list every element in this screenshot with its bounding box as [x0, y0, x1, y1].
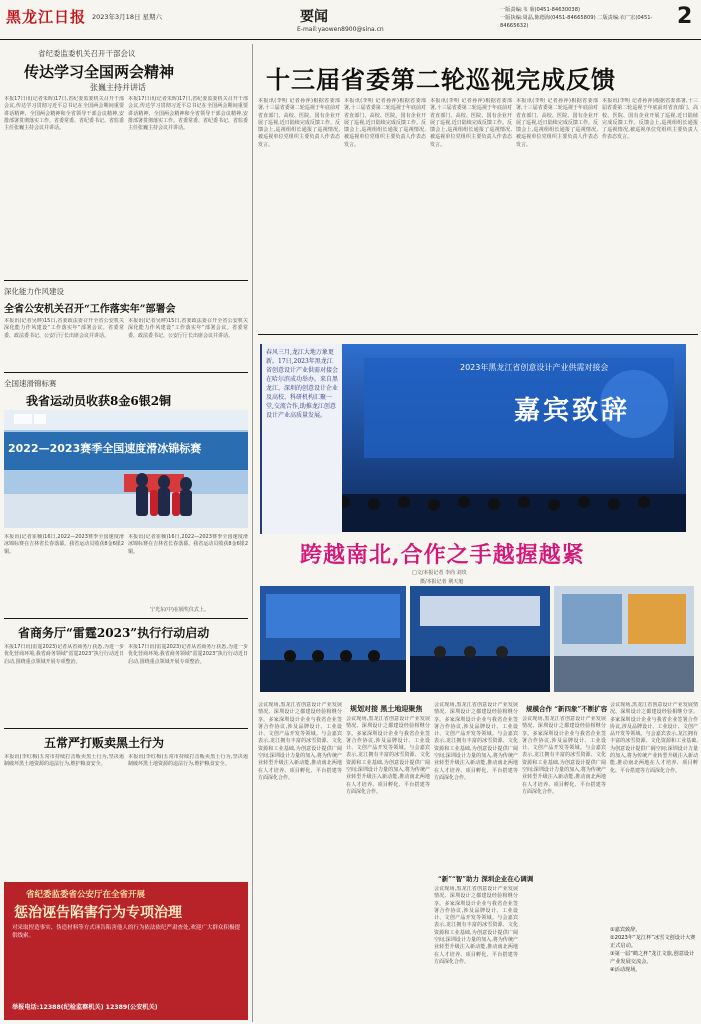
- feature-column: 会议现场,黑龙江省创意设计产业发展情况、深圳设计之都建设经验相继分享。多家深圳设计企业与我省企业签署合作协议,涉及品牌设计、工业设计、文创产品开发等领域。与会嘉宾表示,龙江拥有丰富的冰雪资源、文化资源和工业基础,为创意设计提供广阔空间;深圳设计力量的加入,将为传统产业转型升级注入新动能,推动南北两地在人才培养、项目孵化、平台搭建等方面深化合作。: [522, 716, 606, 795]
- booth-photo: [554, 586, 694, 692]
- feature-photographer: 摄/本报记者 荆天旭: [420, 579, 464, 585]
- notice-body: 对采取捏造事实、伪造材料等方式诬告陷害他人的行为依法依纪严肃查处,欢迎广大群众积极提供线索。: [12, 925, 240, 939]
- feature-column: 会议现场,黑龙江省创意设计产业发展情况、深圳设计之都建设经验相继分享。多家深圳设计企业与我省企业签署合作协议,涉及品牌设计、工业设计、文创产品开发等领域。与会嘉宾表示,龙江拥有丰富的冰雪资源、文化资源和工业基础,为创意设计提供广阔空间;深圳设计力量的加入,将为传统产业转型升级注入新动能,推动南北两地在人才培养、项目孵化、平台搭建等方面深化合作。: [434, 886, 518, 965]
- article-body: 本报讯(李明 记者孙萍)根据省委部署,十三届省委第二轮巡视于年底前对省直部门、高校、医院、国有企业开展了巡视,近日陆续完成反馈工作。反馈会上,巡视组组长通报了巡视情况,被巡视单位党组织主要负责人作表态发言。: [344, 98, 426, 148]
- feature-byline: □文/本报记者 李尚 刘玖: [412, 570, 467, 576]
- issue-date: 2023年3月18日 星期六: [92, 13, 163, 21]
- column-divider: [252, 44, 253, 1022]
- section-rule: [4, 618, 248, 619]
- photo-note: ③第一届“鹤之杯”龙江文旅,创意设计产业发展交流会。: [610, 951, 695, 965]
- section-email: E-mail:yaowen8900@sina.cn: [297, 26, 384, 33]
- event-photo-image: [260, 586, 406, 692]
- booth-photo-image: [554, 586, 694, 692]
- article-byline: 张巍主持并讲话: [90, 83, 146, 92]
- article-headline: 省商务厅“雷霆2023”执行行动启动: [18, 626, 210, 640]
- notice-org: 省纪委监委省公安厅在全省开展: [26, 890, 146, 900]
- article-body: 本报讯(李明 记者孙萍)根据省委部署,十三届省委第二轮巡视于年底前对省直部门、高校、医院、国有企业开展了巡视,近日陆续完成反馈工作。反馈会上,巡视组组长通报了巡视情况,被巡视单位党组织主要负责人作表态发言。: [516, 98, 598, 148]
- conference-photo: [304, 344, 686, 532]
- article-kicker: 省纪委监委机关召开干部会议: [38, 49, 136, 58]
- feature-column: 会议现场,黑龙江省创意设计产业发展情况、深圳设计之都建设经验相继分享。多家深圳设计企业与我省企业签署合作协议,涉及品牌设计、工业设计、文创产品开发等领域。与会嘉宾表示,龙江拥有丰富的冰雪资源、文化资源和工业基础,为创意设计提供广阔空间;深圳设计力量的加入,将为传统产业转型升级注入新动能,推动南北两地在人才培养、项目孵化、平台搭建等方面深化合作。: [434, 702, 518, 781]
- section-rule: [258, 334, 698, 335]
- photo-note: ②2023年“龙江杯”冰雪文创设计大赛正式启动。: [610, 935, 696, 949]
- public-notice-ad: [4, 882, 248, 1020]
- photo-credit: 宁光东(中)在颁奖仪式上。: [150, 607, 209, 613]
- article-body: 本报17日讯(记者朱晖)17日,省纪委监委机关召开干部会议,传达学习贯彻习近平总书记在全国两会期间重要讲话精神、全国两会精神和全省领导干部会议精神,安排部署贯彻落实工作。省委常委、省纪委书记、省监委主任张巍主持会议并讲话。: [128, 96, 248, 132]
- article-kicker: 深化能力作风建设: [4, 287, 64, 296]
- page-number: 2: [677, 4, 693, 29]
- feature-column: 会议现场,黑龙江省创意设计产业发展情况、深圳设计之都建设经验相继分享。多家深圳设计企业与我省企业签署合作协议,涉及品牌设计、工业设计、文创产品开发等领域。与会嘉宾表示,龙江拥有丰富的冰雪资源、文化资源和工业基础,为创意设计提供广阔空间;深圳设计力量的加入,将为传统产业转型升级注入新动能,推动南北两地在人才培养、项目孵化、平台搭建等方面深化合作。: [258, 702, 342, 781]
- speed-skating-photo: [4, 410, 248, 528]
- newspaper-logo: 黑龙江日报: [6, 8, 87, 26]
- notice-title: 惩治诬告陷害行为专项治理: [14, 905, 182, 921]
- skaters-image: [4, 410, 248, 528]
- article-body: 本报17日讯(雷霆2023)记者从省商务厅获悉,为进一步优化营商环境,我省商务领域“雷霆2023”执行行动近日启动,围绕重点领域开展专项整治。: [4, 644, 124, 665]
- section-rule: [4, 372, 248, 373]
- article-body: 本报讯(李明 记者孙萍)根据省委部署,十三届省委第二轮巡视于年底前对省直部门、高校、医院、国有企业开展了巡视,近日陆续完成反馈工作。反馈会上,巡视组组长通报了巡视情况,被巡视单位党组织主要负责人作表态发言。: [430, 98, 512, 148]
- intro-quote: 春风三月,龙江大地万象更新。17日,2023年黑龙江省创意设计产业供需对接会在哈尔滨成功举办。来自黑龙江、深圳的创意设计企业及高校、科研机构汇聚一堂,交流合作,助推龙江创意设计产业高质量发展。: [266, 349, 338, 419]
- article-body: 本报讯(记者吴晔)15日,省委政法委召开全省公安机关深化能力作风建设“工作落实年”部署会议。省委常委、政法委书记、公安厅厅长出席会议并讲话。: [128, 318, 248, 339]
- exhibition-photo: [410, 586, 550, 692]
- article-headline: 我省运动员收获8金6银2铜: [26, 394, 172, 408]
- feature-column: 会议现场,黑龙江省创意设计产业发展情况、深圳设计之都建设经验相继分享。多家深圳设计企业与我省企业签署合作协议,涉及品牌设计、工业设计、文创产品开发等领域。与会嘉宾表示,龙江拥有丰富的冰雪资源、文化资源和工业基础,为创意设计提供广阔空间;深圳设计力量的加入,将为传统产业转型升级注入新动能,推动南北两地在人才培养、项目孵化、平台搭建等方面深化合作。: [346, 716, 430, 795]
- article-body: 本报讯(李明 记者孙萍)根据省委部署,十三届省委第二轮巡视于年底前对省直部门、高校、医院、国有企业开展了巡视,近日陆续完成反馈工作。反馈会上,巡视组组长通报了巡视情况,被巡视单位党组织主要负责人作表态发言。: [602, 98, 698, 141]
- article-headline: 传达学习全国两会精神: [24, 63, 175, 81]
- lead-headline: 十三届省委第二轮巡视完成反馈: [266, 65, 616, 94]
- article-headline: 五常严打贩卖黑土行为: [44, 736, 165, 750]
- article-body: 本报讯(李明 记者孙萍)根据省委部署,十三届省委第二轮巡视于年底前对省直部门、高校、医院、国有企业开展了巡视,近日陆续完成反馈工作。反馈会上,巡视组组长通报了巡视情况,被巡视单位党组织主要负责人作表态发言。: [258, 98, 340, 148]
- event-photo: [260, 586, 406, 692]
- photo-caption-text: 本报讯(记者崔楠)16日,2022—2023赛季全国速度滑冰锦标赛在吉林省长春落幕。我省运动员收获8金6银2铜。: [4, 534, 124, 555]
- photo-notes: [610, 926, 698, 974]
- exhibition-photo-image: [410, 586, 550, 692]
- feature-column: 会议现场,黑龙江省创意设计产业发展情况、深圳设计之都建设经验相继分享。多家深圳设计企业与我省企业签署合作协议,涉及品牌设计、工业设计、文创产品开发等领域。与会嘉宾表示,龙江拥有丰富的冰雪资源、文化资源和工业基础,为创意设计提供广阔空间;深圳设计力量的加入,将为传统产业转型升级注入新动能,推动南北两地在人才培养、项目孵化、平台搭建等方面深化合作。: [610, 702, 698, 774]
- feature-subhead: 规模合作 “新四象”不断扩容: [526, 705, 608, 713]
- editor-line: 一版执编:周晶,陈德海(0451-84665809) 二版责编:衣广宏(0451-84665632): [500, 15, 653, 29]
- article-body: 本报讯(记者吴晔)15日,省委政法委召开全省公安机关深化能力作风建设“工作落实年”部署会议。省委常委、政法委书记、公安厅厅长出席会议并讲话。: [4, 318, 124, 339]
- photo-caption-text: 本报讯(记者崔楠)16日,2022—2023赛季全国速度滑冰锦标赛在吉林省长春落幕。我省运动员收获8金6银2铜。: [128, 534, 248, 555]
- conference-banner-title: 2023年黑龙江省创意设计产业供需对接会: [460, 363, 609, 372]
- editor-line: 一版责编:韦 菊(0451-84630038): [500, 7, 581, 13]
- article-kicker: 全国速滑锦标赛: [4, 379, 57, 388]
- stage-text: 嘉宾致辞: [514, 396, 631, 426]
- intro-quote-panel: [260, 344, 342, 534]
- article-headline: 全省公安机关召开“工作落实年”部署会: [4, 304, 176, 315]
- article-body: 本报讯(李红梅)五常市持续打击贩卖黑土行为,坚决遏制破坏黑土地资源的违法行为,维护粮食安全。: [4, 754, 124, 768]
- article-body: 本报17日讯(记者朱晖)17日,省纪委监委机关召开干部会议,传达学习贯彻习近平总书记在全国两会期间重要讲话精神、全国两会精神和全省领导干部会议精神,安排部署贯彻落实工作。省委常委、省纪委书记、省监委主任张巍主持会议并讲话。: [4, 96, 124, 132]
- notice-phone: 举报电话:12388(纪检监察机关) 12389(公安机关): [12, 1004, 158, 1011]
- photo-note: ④活动现场。: [610, 967, 641, 973]
- section-rule: [4, 728, 248, 729]
- article-body: 本报讯(李红梅)五常市持续打击贩卖黑土行为,坚决遏制破坏黑土地资源的违法行为,维护粮食安全。: [128, 754, 248, 768]
- feature-headline: 跨越南北,合作之手越握越紧: [300, 542, 585, 568]
- banner-text: 2022—2023赛季全国速度滑冰锦标赛: [8, 442, 202, 455]
- section-rule: [4, 280, 248, 281]
- feature-subhead: 规划对接 黑土地迎聚焦: [350, 704, 423, 713]
- article-body: 本报17日讯(雷霆2023)记者从省商务厅获悉,为进一步优化营商环境,我省商务领域“雷霆2023”执行行动近日启动,围绕重点领域开展专项整治。: [128, 644, 248, 665]
- editor-credits: [500, 6, 672, 30]
- section-title: 要闻: [300, 9, 328, 25]
- photo-note: ①嘉宾致辞。: [610, 927, 641, 933]
- feature-subhead: “新”“智”助力 深圳企业在心调调: [438, 875, 534, 883]
